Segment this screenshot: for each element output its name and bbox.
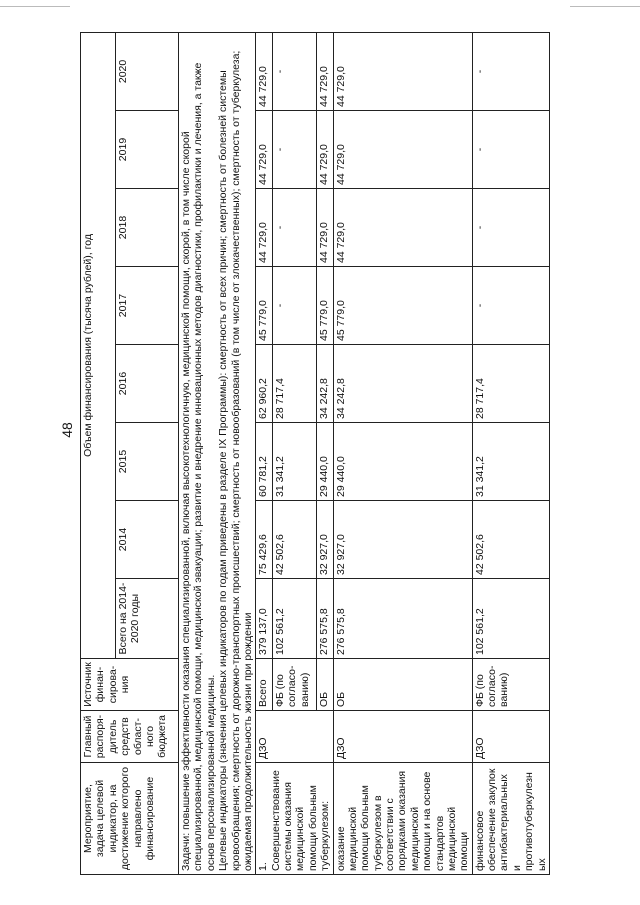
header-year-2016: 2016 [115,345,178,423]
source-cell: ОБ [316,659,333,711]
value-cell: 44 729,0 [333,32,472,110]
header-activity: Мероприятие, задача целевой индикатор, на достижение которого направлено финансирование [81,763,179,875]
total-cell: 102 561,2 [472,579,549,659]
task-text: Задачи: повышение эффективности оказания специализированной, включая высокотехнологичную, медицинской помощи, скорой, в том числе скорой специализированной, медицинской помощи, медицинской эвакуации; развитие и внедрение инновационных методов диагностики, профилактики и лечения, а также основ персонализированной медицины. [180,62,217,871]
activity-cell: финансовое обеспечение закупок антибактериальных и противотуберкулезных [472,763,549,875]
scan-artifact-left [0,6,70,7]
value-cell: 32 927,0 [316,501,333,579]
source-cell: ФБ (по согласо-ванию) [472,659,549,711]
landscape-content [80,35,600,875]
rotated-table-frame [80,35,600,875]
value-cell: 44 729,0 [316,32,333,110]
scan-artifact-right [570,6,640,7]
total-cell: 276 575,8 [333,579,472,659]
value-cell: 29 440,0 [316,423,333,501]
value-cell: - [472,111,549,189]
value-cell: 44 729,0 [256,111,273,189]
value-cell: - [472,32,549,110]
table-row [256,32,273,874]
total-cell: 379 137,0 [256,579,273,659]
value-cell: 44 729,0 [316,111,333,189]
value-cell: 44 729,0 [316,189,333,267]
value-cell: 31 341,2 [472,423,549,501]
header-year-2017: 2017 [115,267,178,345]
value-cell: 42 502,6 [472,501,549,579]
manager-cell: ДЗО [256,711,333,763]
value-cell: 34 242,8 [316,345,333,423]
value-cell: - [472,189,549,267]
value-cell: 45 779,0 [333,267,472,345]
value-cell: 32 927,0 [333,501,472,579]
value-cell: 28 717,4 [472,345,549,423]
total-cell: 276 575,8 [316,579,333,659]
manager-cell: ДЗО [333,711,472,763]
value-cell: - [273,111,317,189]
source-cell: ОБ [333,659,472,711]
header-year-2015: 2015 [115,423,178,501]
value-cell: 42 502,6 [273,501,317,579]
value-cell: 45 779,0 [316,267,333,345]
value-cell: 62 960,2 [256,345,273,423]
table-row [472,32,549,874]
header-source: Источник финан-сирова-ния [81,659,179,711]
activity-cell: 1. Совершенствование системы оказания медицинской помощи больным туберкулезом: [256,763,333,875]
value-cell: 28 717,4 [273,345,317,423]
value-cell: - [273,32,317,110]
indicators-text: Целевые индикаторы (значения целевых индикаторов по годам приведены в разделе IX Программы): смертность от всех причин; смертность от болезней системы кровообращения; смертность от дорожно-транспортных происшествий; смертность от новообразований (в том числе от злокачественных); смертность от туберкулеза; ожидаемая продолжительность жизни при рождении [217,50,254,871]
value-cell: 45 779,0 [256,267,273,345]
table-row [333,32,472,874]
activity-cell: оказание медицинской помощи больным туберкулезом в соответствии с порядками оказания медицинской помощи и на основе стандартов медицинской помощи [333,763,472,875]
value-cell: 44 729,0 [333,111,472,189]
header-year-2014: 2014 [115,501,178,579]
page-number: 48 [59,422,75,438]
header-row-1 [81,32,116,874]
source-cell: ФБ (по согласо-ванию) [273,659,317,711]
value-cell: 34 242,8 [333,345,472,423]
value-cell: - [273,189,317,267]
value-cell: 44 729,0 [333,189,472,267]
value-cell: - [273,267,317,345]
header-manager: Главный распоря-дитель средств област-ного бюджета [81,711,179,763]
source-cell: Всего [256,659,273,711]
header-year-2018: 2018 [115,189,178,267]
manager-cell: ДЗО [472,711,549,763]
header-total: Всего на 2014-2020 годы [115,579,178,659]
header-financing-group: Объем финансирования (тысяча рублей), год [81,32,116,658]
header-year-2019: 2019 [115,111,178,189]
total-cell: 102 561,2 [273,579,317,659]
value-cell: - [472,267,549,345]
value-cell: 60 781,2 [256,423,273,501]
financing-table [80,32,550,875]
value-cell: 31 341,2 [273,423,317,501]
value-cell: 29 440,0 [333,423,472,501]
task-row [179,32,256,874]
value-cell: 75 429,6 [256,501,273,579]
value-cell: 44 729,0 [256,189,273,267]
header-year-2020: 2020 [115,32,178,110]
value-cell: 44 729,0 [256,32,273,110]
